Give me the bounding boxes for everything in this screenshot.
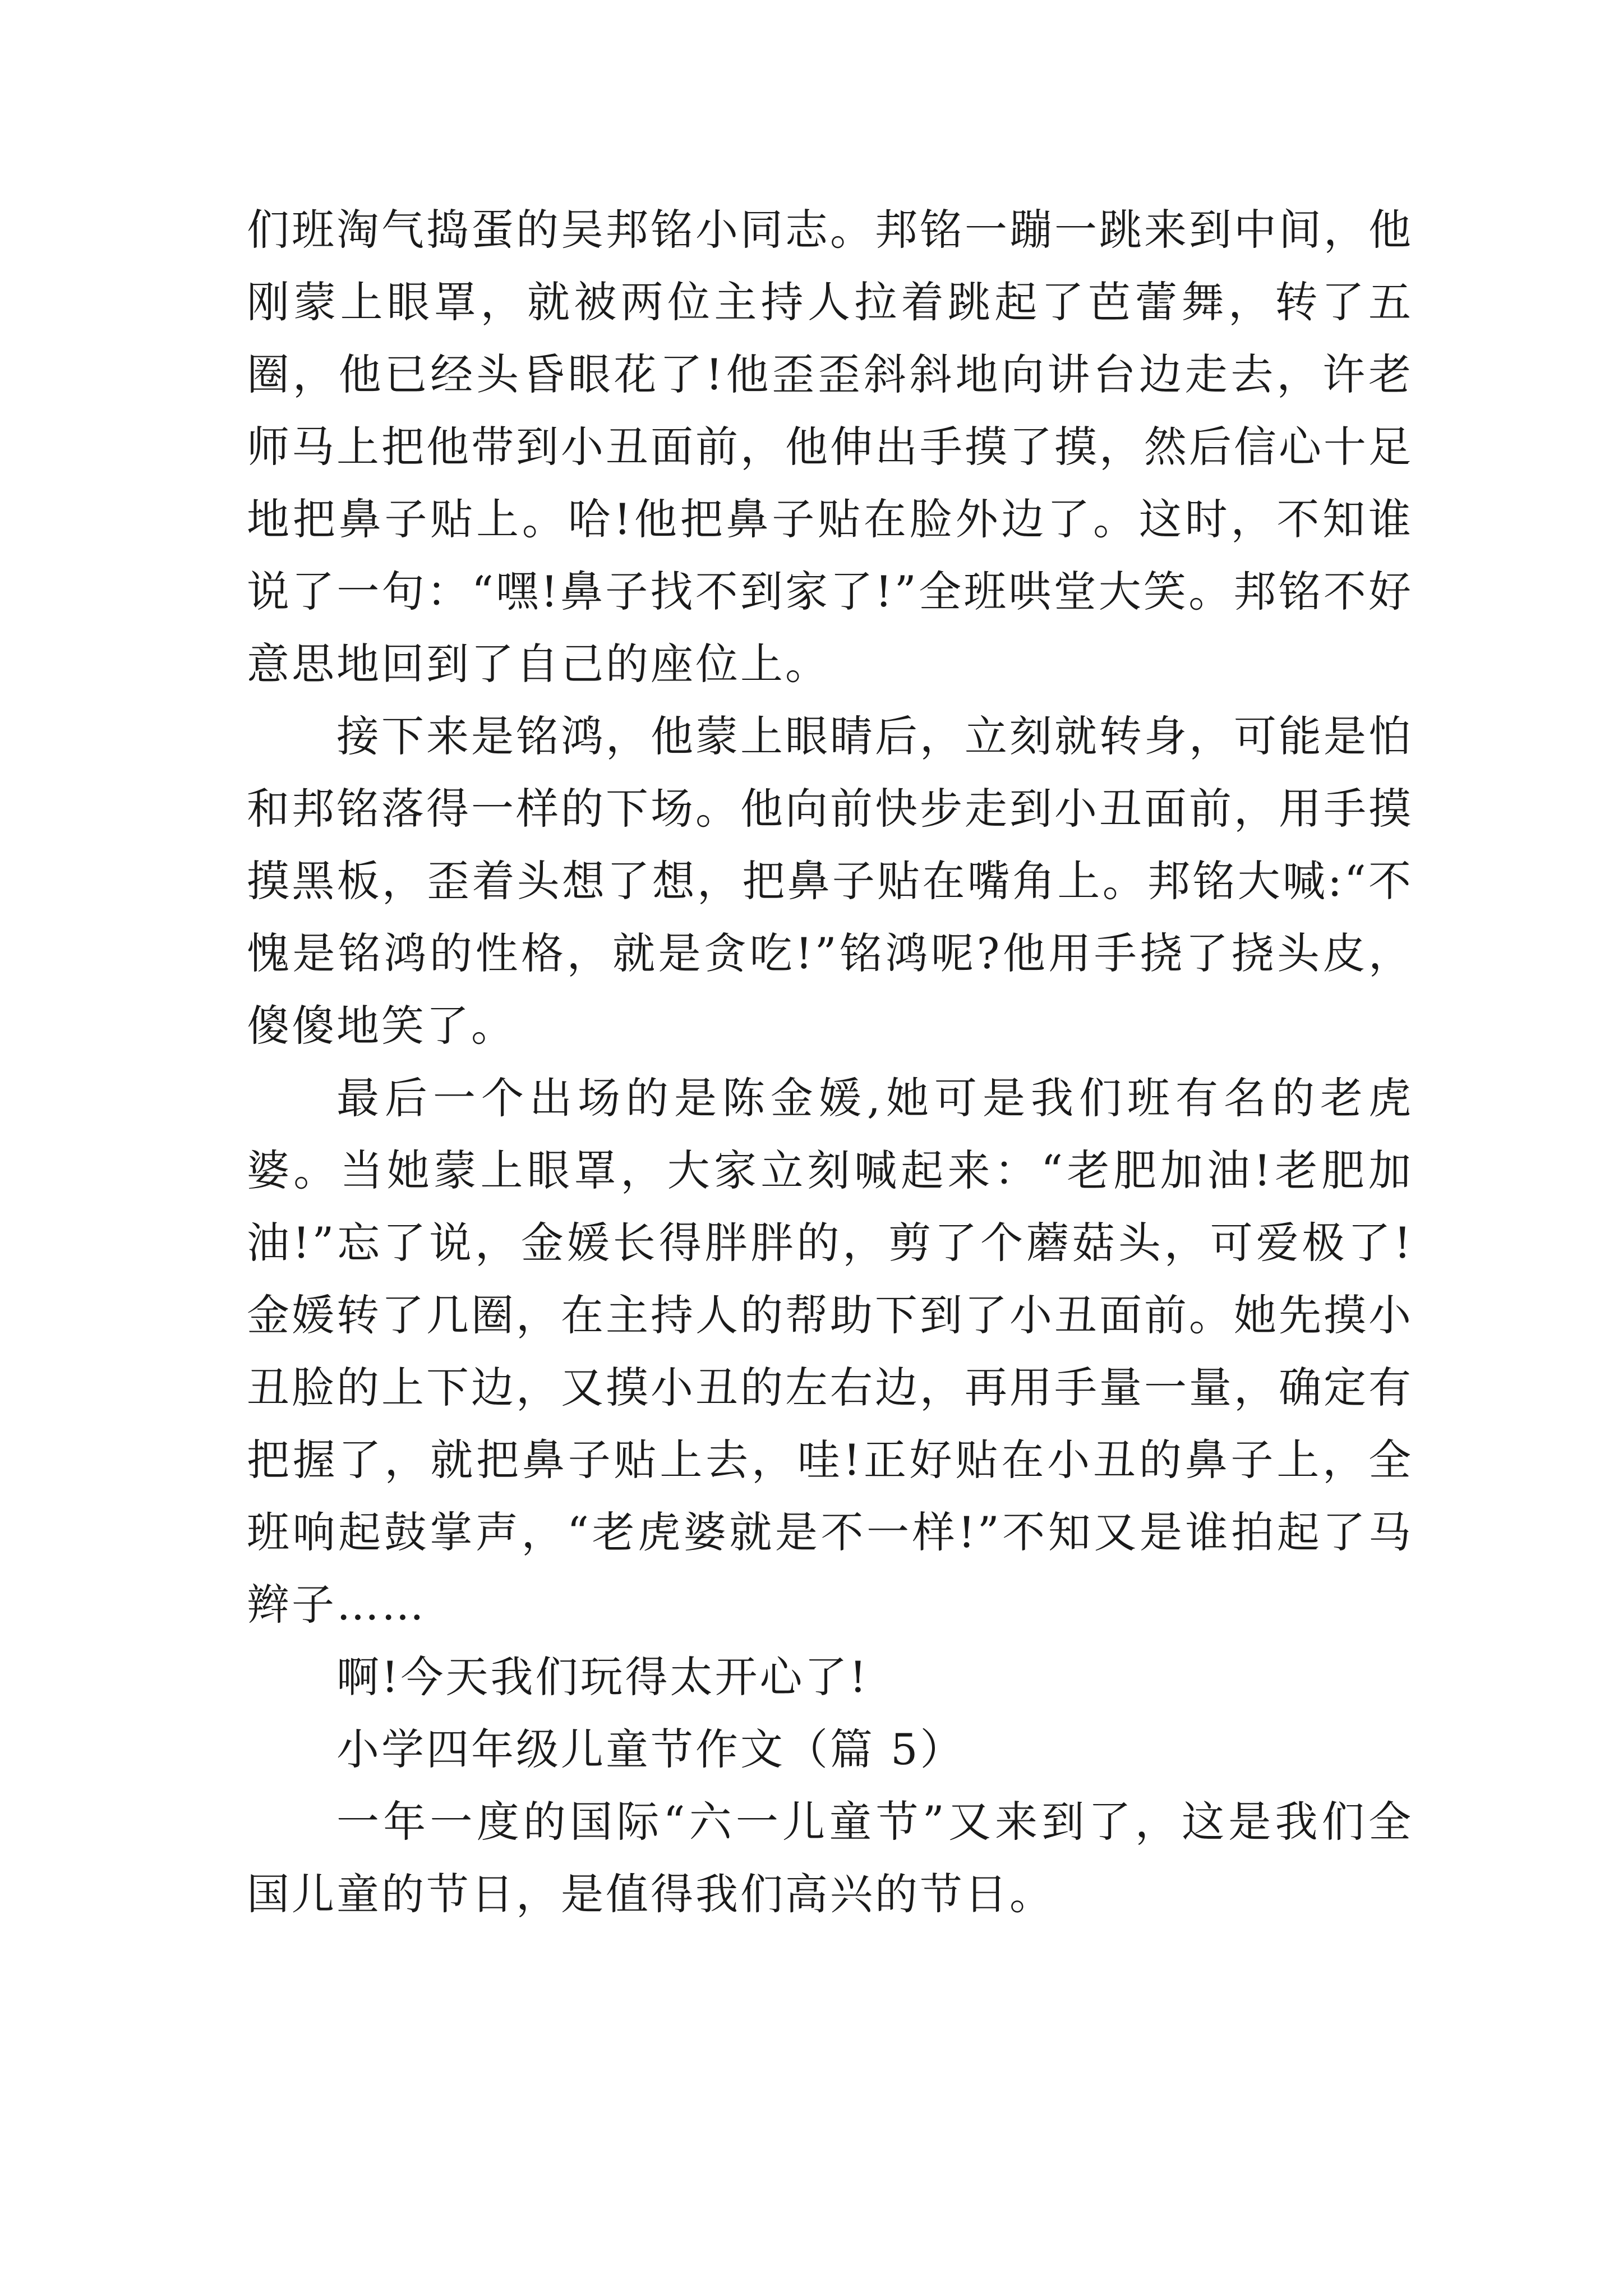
paragraph-exclamation: 啊!今天我们玩得太开心了! [336,1652,869,1702]
document-body [247,194,1413,1930]
section-title: 小学四年级儿童节作文（篇 5） [336,1724,965,1774]
paragraph-jinyuan: 最后一个出场的是陈金媛,她可是我们班有名的老虎婆。当她蒙上眼罩，大家立刻喊起来：“老肥加油!老肥加油!”忘了说，金媛长得胖胖的，剪了个蘑菇头，可爱极了!金媛转了几圈，在主持人的帮助下到了小丑面前。她先摸小丑脸的上下边，又摸小丑的左右边，再用手量一量，确定有把握了，就把鼻子贴上去，哇!正好贴在小丑的鼻子上，全班响起鼓掌声，“老虎婆就是不一样!”不知又是谁拍起了马辫子…… [247,1073,1413,1630]
paragraph-minghong: 接下来是铭鸿，他蒙上眼睛后，立刻就转身，可能是怕和邦铭落得一样的下场。他向前快步走到小丑面前，用手摸摸黑板，歪着头想了想，把鼻子贴在嘴角上。邦铭大喊:“不愧是铭鸿的性格，就是贪吃!”铭鸿呢?他用手挠了挠头皮，傻傻地笑了。 [247,711,1413,1051]
paragraph-childrens-day: 一年一度的国际“六一儿童节”又来到了，这是我们全国儿童的节日，是值得我们高兴的节日。 [247,1797,1413,1919]
paragraph-continued: 们班淘气捣蛋的吴邦铭小同志。邦铭一蹦一跳来到中间，他刚蒙上眼罩，就被两位主持人拉着跳起了芭蕾舞，转了五圈，他已经头昏眼花了!他歪歪斜斜地向讲台边走去，许老师马上把他带到小丑面前，他伸出手摸了摸，然后信心十足地把鼻子贴上。哈!他把鼻子贴在脸外边了。这时，不知谁说了一句：“嘿!鼻子找不到家了!”全班哄堂大笑。邦铭不好意思地回到了自己的座位上。 [247,205,1413,689]
